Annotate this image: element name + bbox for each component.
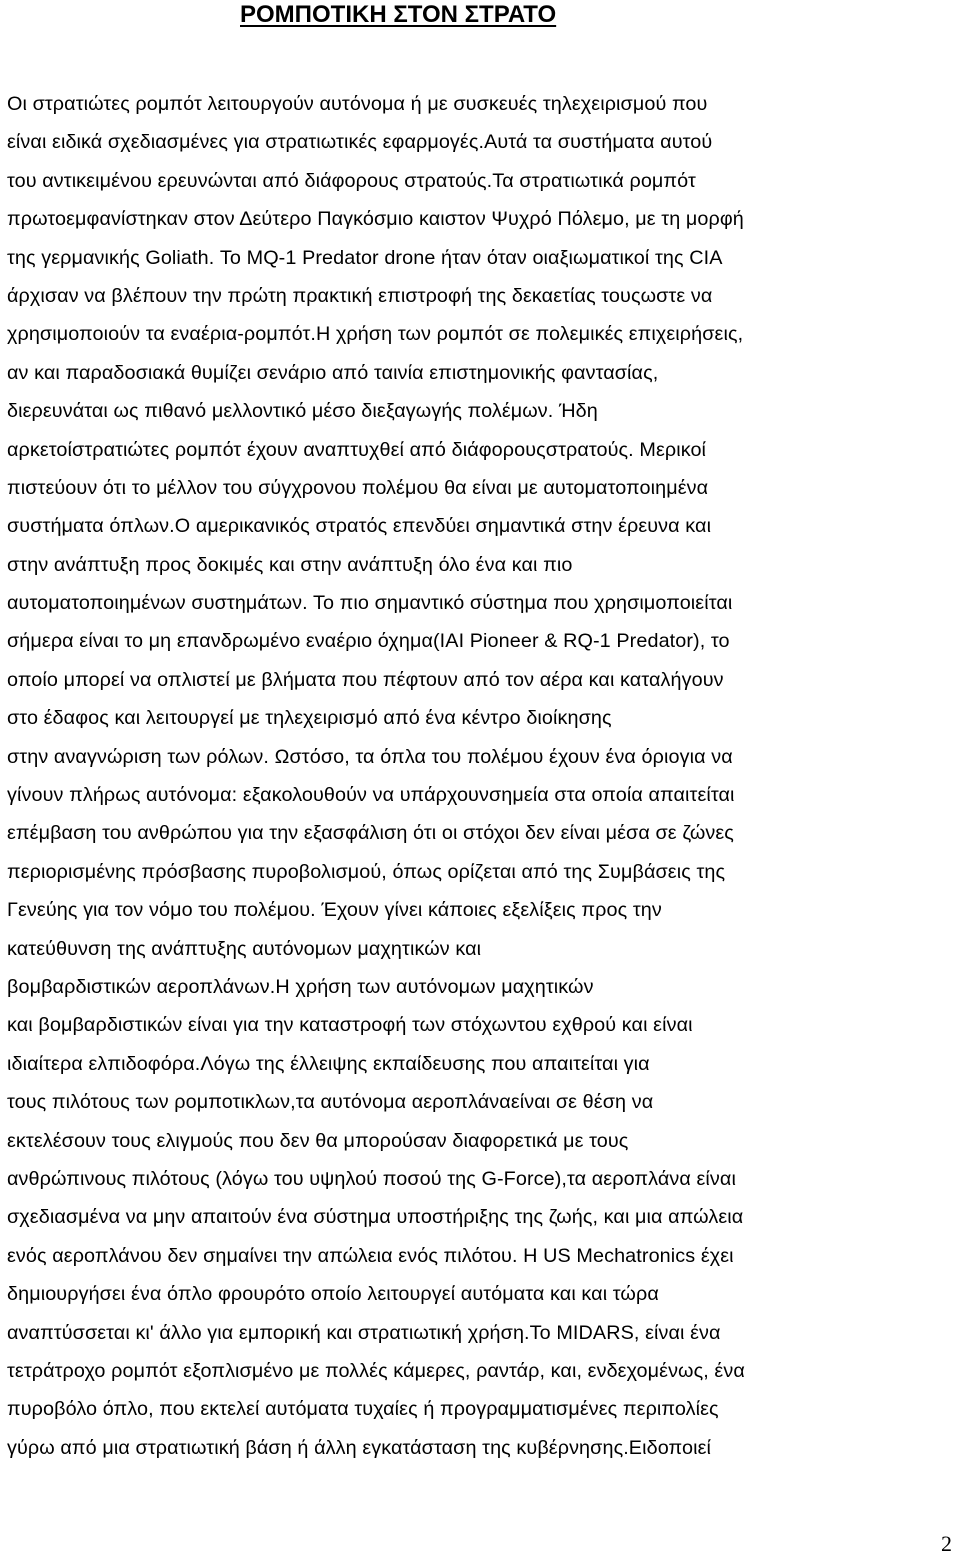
text-line: συστήματα όπλων.Ο αμερικανικός στρατός επενδύει σημαντικά στην έρευνα και	[7, 515, 712, 538]
text-line: αυτοματοποιημένων συστημάτων. Το πιο σημαντικό σύστημα που χρησιμοποιείται	[7, 592, 733, 615]
text-line: αν και παραδοσιακά θυμίζει σενάριο από ταινία επιστημονικής φαντασίας,	[7, 361, 659, 384]
text-line: και βομβαρδιστικών είναι για την καταστροφή των στόχωντου εχθρού και είναι	[7, 1014, 693, 1037]
text-line: τετράτροχο ρομπότ εξοπλισμένο με πολλές κάμερες, ραντάρ, και, ενδεχομένως, ένα	[7, 1359, 745, 1382]
text-line: δημιουργήσει ένα όπλο φρουρότο οποίο λειτουργεί αυτόματα και και τώρα	[7, 1283, 659, 1306]
text-line: αναπτύσσεται κι' άλλο για εμπορική και στρατιωτική χρήση.Το MIDARS, είναι ένα	[7, 1321, 721, 1344]
text-line: επέμβαση του ανθρώπου για την εξασφάλιση ότι οι στόχοι δεν είναι μέσα σε ζώνες	[7, 822, 734, 845]
text-line: αρκετοίστρατιώτες ρομπότ έχουν αναπτυχθεί από διάφορουςστρατούς. Μερικοί	[7, 438, 707, 461]
text-line: άρχισαν να βλέπουν την πρώτη πρακτική επιστροφή της δεκαετίας τουςωστε να	[7, 284, 713, 307]
text-line: στην ανάπτυξη προς δοκιμές και στην ανάπτυξη όλο ένα και πιο	[7, 553, 573, 576]
text-line: ανθρώπινους πιλότους (λόγω του υψηλού ποσού της G-Force),τα αεροπλάνα είναι	[7, 1167, 736, 1190]
text-line: βομβαρδιστικών αεροπλάνων.Η χρήση των αυτόνομων μαχητικών	[7, 975, 594, 998]
text-line: της γερμανικής Goliath. Το MQ-1 Predator drone ήταν όταν οιαξιωματικοί της CIA	[7, 246, 723, 269]
text-line: του αντικειμένου ερευνώνται από διάφορους στρατούς.Τα στρατιωτικά ρομπότ	[7, 169, 696, 192]
text-line: χρησιμοποιούν τα εναέρια-ρομπότ.Η χρήση των ρομπότ σε πολεμικές επιχειρήσεις,	[7, 323, 744, 346]
text-line: σήμερα είναι το μη επανδρωμένο εναέριο όχημα(IAI Pioneer & RQ-1 Predator), το	[7, 630, 730, 653]
text-line: ιδιαίτερα ελπιδοφόρα.Λόγω της έλλειψης εκπαίδευσης που απαιτείται για	[7, 1052, 650, 1075]
text-line: Γενεύης για τον νόμο του πολέμου. Έχουν γίνει κάποιες εξελίξεις προς την	[7, 899, 662, 922]
text-line: γύρω από μια στρατιωτική βάση ή άλλη εγκατάσταση της κυβέρνησης.Ειδοποιεί	[7, 1436, 711, 1459]
text-line: ενός αεροπλάνου δεν σημαίνει την απώλεια ενός πιλότου. Η US Mechatronics έχει	[7, 1244, 734, 1267]
text-line: είναι ειδικά σχεδιασμένες για στρατιωτικές εφαρμογές.Αυτά τα συστήματα αυτού	[7, 131, 713, 154]
text-line: διερευνάται ως πιθανό μελλοντικό μέσο διεξαγωγής πολέμων. Ήδη	[7, 400, 598, 423]
text-line: Οι στρατιώτες ρομπότ λειτουργούν αυτόνομα ή με συσκευές τηλεχειρισμού που	[7, 93, 708, 115]
text-line: γίνουν πλήρως αυτόνομα: εξακολουθούν να υπάρχουνσημεία στα οποία απαιτείται	[7, 784, 735, 807]
text-line: στο έδαφος και λειτουργεί με τηλεχειρισμό από ένα κέντρο διοίκησης	[7, 707, 612, 730]
page-title: ΡΟΜΠΟΤΙΚΗ ΣΤΟΝ ΣΤΡΑΤΟ	[240, 1, 557, 28]
document-body	[7, 85, 947, 1467]
text-line: εκτελέσουν τους ελιγμούς που δεν θα μπορούσαν διαφορετικά με τους	[7, 1129, 629, 1152]
text-line: πιστεύουν ότι το μέλλον του σύγχρονου πολέμου θα είναι με αυτοματοποιημένα	[7, 476, 709, 499]
text-line: τους πιλότους των ρομποτικλων,τα αυτόνομα αεροπλάναείναι σε θέση να	[7, 1091, 654, 1114]
text-line: σχεδιασμένα να μην απαιτούν ένα σύστημα υποστήριξης της ζωής, και μια απώλεια	[7, 1206, 744, 1229]
text-line: οποίο μπορεί να οπλιστεί με βλήματα που πέφτουν από τον αέρα και καταλήγουν	[7, 668, 724, 691]
text-line: κατεύθυνση της ανάπτυξης αυτόνομων μαχητικών και	[7, 937, 482, 960]
text-line: περιορισμένης πρόσβασης πυροβολισμού, όπως ορίζεται από της Συμβάσεις της	[7, 860, 726, 883]
text-line: πρωτοεμφανίστηκαν στον Δεύτερο Παγκόσμιο καιστον Ψυχρό Πόλεμο, με τη μορφή	[7, 208, 744, 231]
text-line: πυροβόλο όπλο, που εκτελεί αυτόματα τυχαίες ή προγραμματισμένες περιπολίες	[7, 1398, 719, 1421]
page-number: 2	[941, 1531, 952, 1556]
text-line: στην αναγνώριση των ρόλων. Ωστόσο, τα όπλα του πολέμου έχουν ένα όριογια να	[7, 745, 733, 768]
